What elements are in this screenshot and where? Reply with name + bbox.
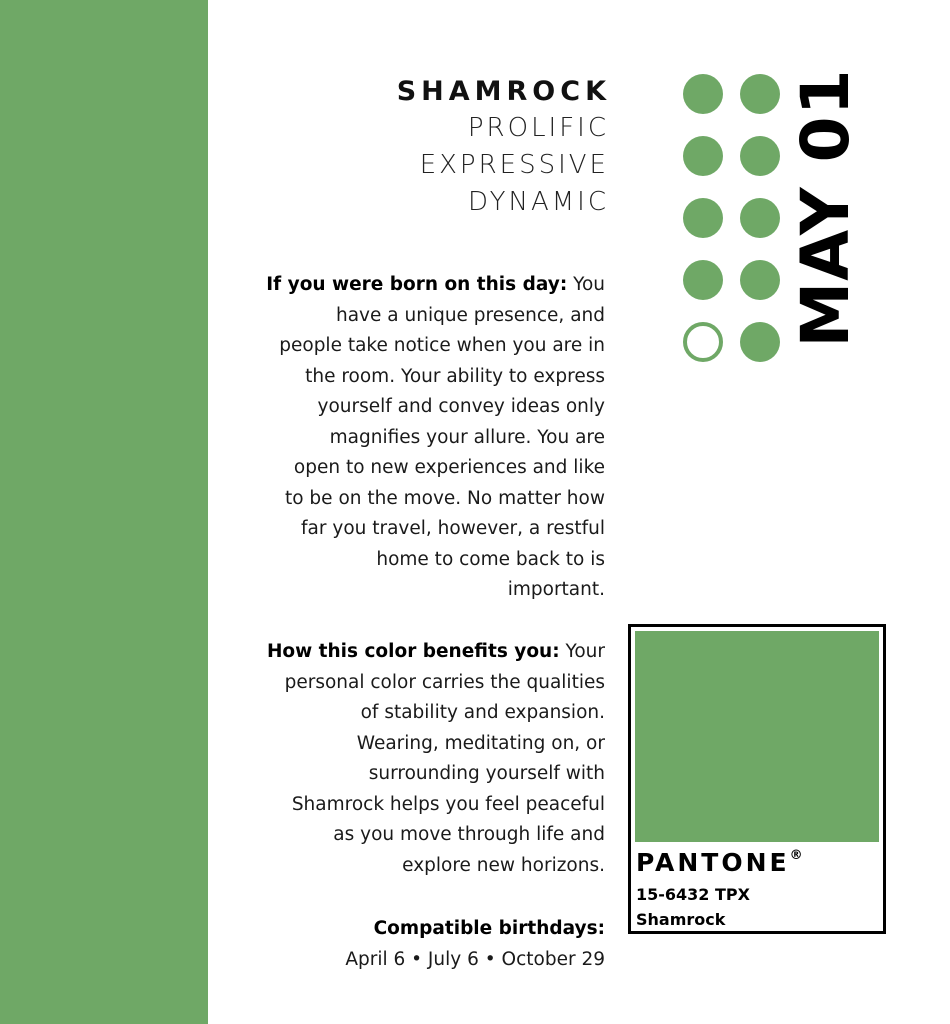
- benefits-line: surrounding yourself with: [368, 763, 605, 784]
- color-name-heading: SHAMROCK: [396, 76, 611, 107]
- trait-3: DYNAMIC: [468, 187, 609, 217]
- benefits-line: personal color carries the qualities: [284, 671, 605, 693]
- dot-filled: [683, 136, 723, 176]
- dot-empty: [683, 322, 723, 362]
- compatible-label: Compatible birthdays:: [373, 918, 605, 939]
- pantone-brand-text: PANTONE: [636, 848, 790, 877]
- born-line: home to come back to is: [376, 548, 605, 570]
- dot-grid: [683, 74, 781, 364]
- born-line: open to new experiences and like: [293, 457, 605, 478]
- born-line: the room. Your ability to express: [305, 365, 605, 387]
- dot-filled: [683, 74, 723, 114]
- born-line: people take notice when you are in: [279, 335, 605, 356]
- title-block: [396, 74, 611, 221]
- dot-filled: [740, 322, 780, 362]
- dot-filled: [683, 260, 723, 300]
- green-side-band: [0, 0, 208, 1024]
- born-line: yourself and convey ideas only: [317, 396, 605, 417]
- dot-filled: [740, 260, 780, 300]
- benefits-line: Shamrock helps you feel peaceful: [291, 793, 605, 815]
- benefits-line: Your: [559, 641, 605, 662]
- benefits-line: Wearing, meditating on, or: [356, 732, 605, 754]
- color-swatch: [635, 631, 879, 842]
- born-line: far you travel, however, a restful: [301, 518, 605, 539]
- pantone-code: 15-6432 TPX: [636, 885, 750, 904]
- benefits-line: of stability and expansion.: [360, 702, 605, 723]
- born-paragraph: [225, 270, 605, 606]
- born-line: to be on the move. No matter how: [284, 487, 605, 509]
- pantone-swatch-card: [628, 624, 886, 934]
- dot-filled: [683, 198, 723, 238]
- compatible-birthdays: [225, 913, 605, 975]
- date-label: MAY 01: [787, 68, 864, 348]
- born-line: magnifies your allure. You are: [329, 426, 605, 448]
- registered-mark: ®: [789, 848, 803, 863]
- dot-filled: [740, 198, 780, 238]
- benefits-label: How this color benefits you:: [266, 641, 560, 662]
- trait-2: EXPRESSIVE: [419, 150, 609, 180]
- born-line: You: [567, 274, 605, 295]
- benefits-paragraph: [225, 637, 605, 881]
- date-block: [786, 68, 866, 348]
- benefits-line: explore new horizons.: [402, 854, 605, 876]
- born-line: important.: [507, 579, 605, 600]
- trait-1: PROLIFIC: [467, 113, 609, 143]
- born-label: If you were born on this day:: [266, 274, 568, 295]
- dot-filled: [740, 74, 780, 114]
- pantone-color-name: Shamrock: [636, 910, 726, 929]
- dot-filled: [740, 136, 780, 176]
- pantone-brand: [636, 848, 803, 877]
- benefits-line: as you move through life and: [333, 824, 605, 845]
- born-line: have a unique presence, and: [336, 304, 605, 326]
- compatible-dates: April 6 • July 6 • October 29: [345, 949, 605, 970]
